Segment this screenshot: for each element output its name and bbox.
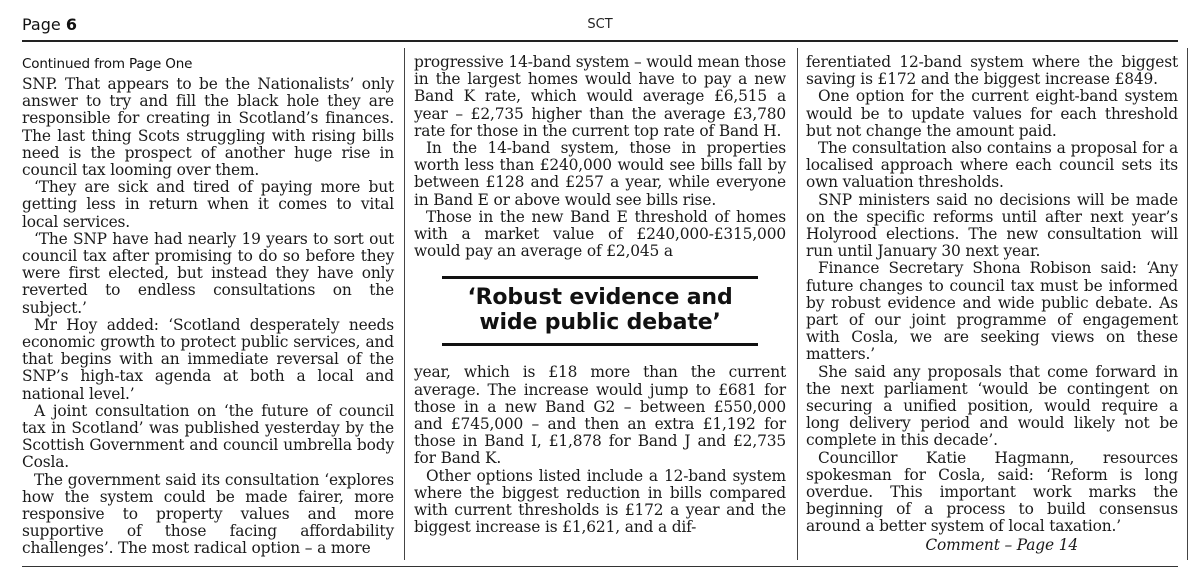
page-header <box>22 14 1178 42</box>
paragraph: She said any proposals that come forward in the next parliament ‘would be contingent on securing a unified position, would require a long delivery period and would likely not be complete in this decade’. <box>806 362 1178 450</box>
paragraph: SNP ministers said no decisions will be made on the specific reforms until after next year’s Holyrood elections. The new consultation will run until January 30 next year. <box>806 190 1178 261</box>
paragraph: The government said its consultation ‘explores how the system could be made fairer, more responsive to property values and more supportive of those facing affordability challenges’. The most radical option – a more <box>22 470 394 558</box>
paragraph: Other options listed include a 12-band system where the biggest reduction in bills compared with current thresholds is £172 a year and the biggest increase is £1,621, and a dif- <box>414 466 786 537</box>
page-number-value: 6 <box>65 15 77 34</box>
paragraph: In the 14-band system, those in properties worth less than £240,000 would see bills fall by between £128 and £257 a year, while everyone in Band E or above would see bills rise. <box>414 139 786 209</box>
column-divider <box>404 48 405 560</box>
footer-rule <box>22 566 1178 567</box>
paragraph: progressive 14-band system – would mean those in the largest homes would have to pay a new Band K rate, which would average £6,515 a year – £2,735 higher than the average £3,780 rate for those in the current top rate of Band H. <box>414 53 786 140</box>
paragraph: ‘They are sick and tired of paying more but getting less in return when it comes to vital local services. <box>22 178 394 231</box>
section-label: SCT <box>587 17 613 32</box>
paragraph: ferentiated 12-band system where the biggest saving is £172 and the biggest increase £849. <box>806 53 1178 89</box>
paragraph: year, which is £18 more than the current average. The increase would jump to £681 for those in a new Band G2 – between £550,000 and £745,000 – and then an extra £1,192 for those in Band I, £1,878 for Band J and £2,735 for Band K. <box>414 363 786 468</box>
pull-quote: ‘Robust evidence and wide public debate’ <box>442 276 758 346</box>
article-column-2 <box>414 54 786 536</box>
article-column-3 <box>806 54 1178 554</box>
paragraph: One option for the current eight-band system would be to update values for each threshold but not change the amount paid. <box>806 87 1178 140</box>
continued-from-label: Continued from Page One <box>22 56 193 72</box>
paragraph: A joint consultation on ‘the future of council tax in Scotland’ was published yesterday by the Scottish Government and council umbrella body Cosla. <box>22 401 394 472</box>
column-divider <box>797 48 798 560</box>
paragraph: Mr Hoy added: ‘Scotland desperately needs economic growth to protect public services, and that begins with an immediate reversal of the SNP’s high-tax agenda at both a local and national level.’ <box>22 315 394 403</box>
paragraph: Finance Secretary Shona Robison said: ‘Any future changes to council tax must be informed by robust evidence and wide public debate. As part of our joint programme of engagement with Cosla, we are seeking views on these matters.’ <box>806 259 1178 364</box>
column-divider <box>1187 48 1188 560</box>
paragraph: ‘The SNP have had nearly 19 years to sort out council tax after promising to do so before they were first elected, but instead they have only reverted to endless consultations on the subject.’ <box>22 229 394 317</box>
paragraph: The consultation also contains a proposal for a localised approach where each council sets its own valuation thresholds. <box>806 139 1178 192</box>
paragraph: Councillor Katie Hagmann, resources spokesman for Cosla, said: ‘Reform is long overdue. This important work marks the beginning of a process to build consensus around a better system of local taxation.’ <box>806 448 1178 536</box>
page-label: Page <box>22 15 61 34</box>
paragraph: SNP. That appears to be the Nationalists’ only answer to try and fill the black hole they are responsible for creating in Scotland’s finances. The last thing Scots struggling with rising bills need is the prospect of another huge rise in council tax looming over them. <box>22 75 394 180</box>
paragraph: Those in the new Band E threshold of homes with a market value of £240,000-£315,000 would pay an average of £2,045 a <box>414 207 786 261</box>
jump-line: Comment – Page 14 <box>925 535 1078 554</box>
article-column-1 <box>22 54 394 558</box>
